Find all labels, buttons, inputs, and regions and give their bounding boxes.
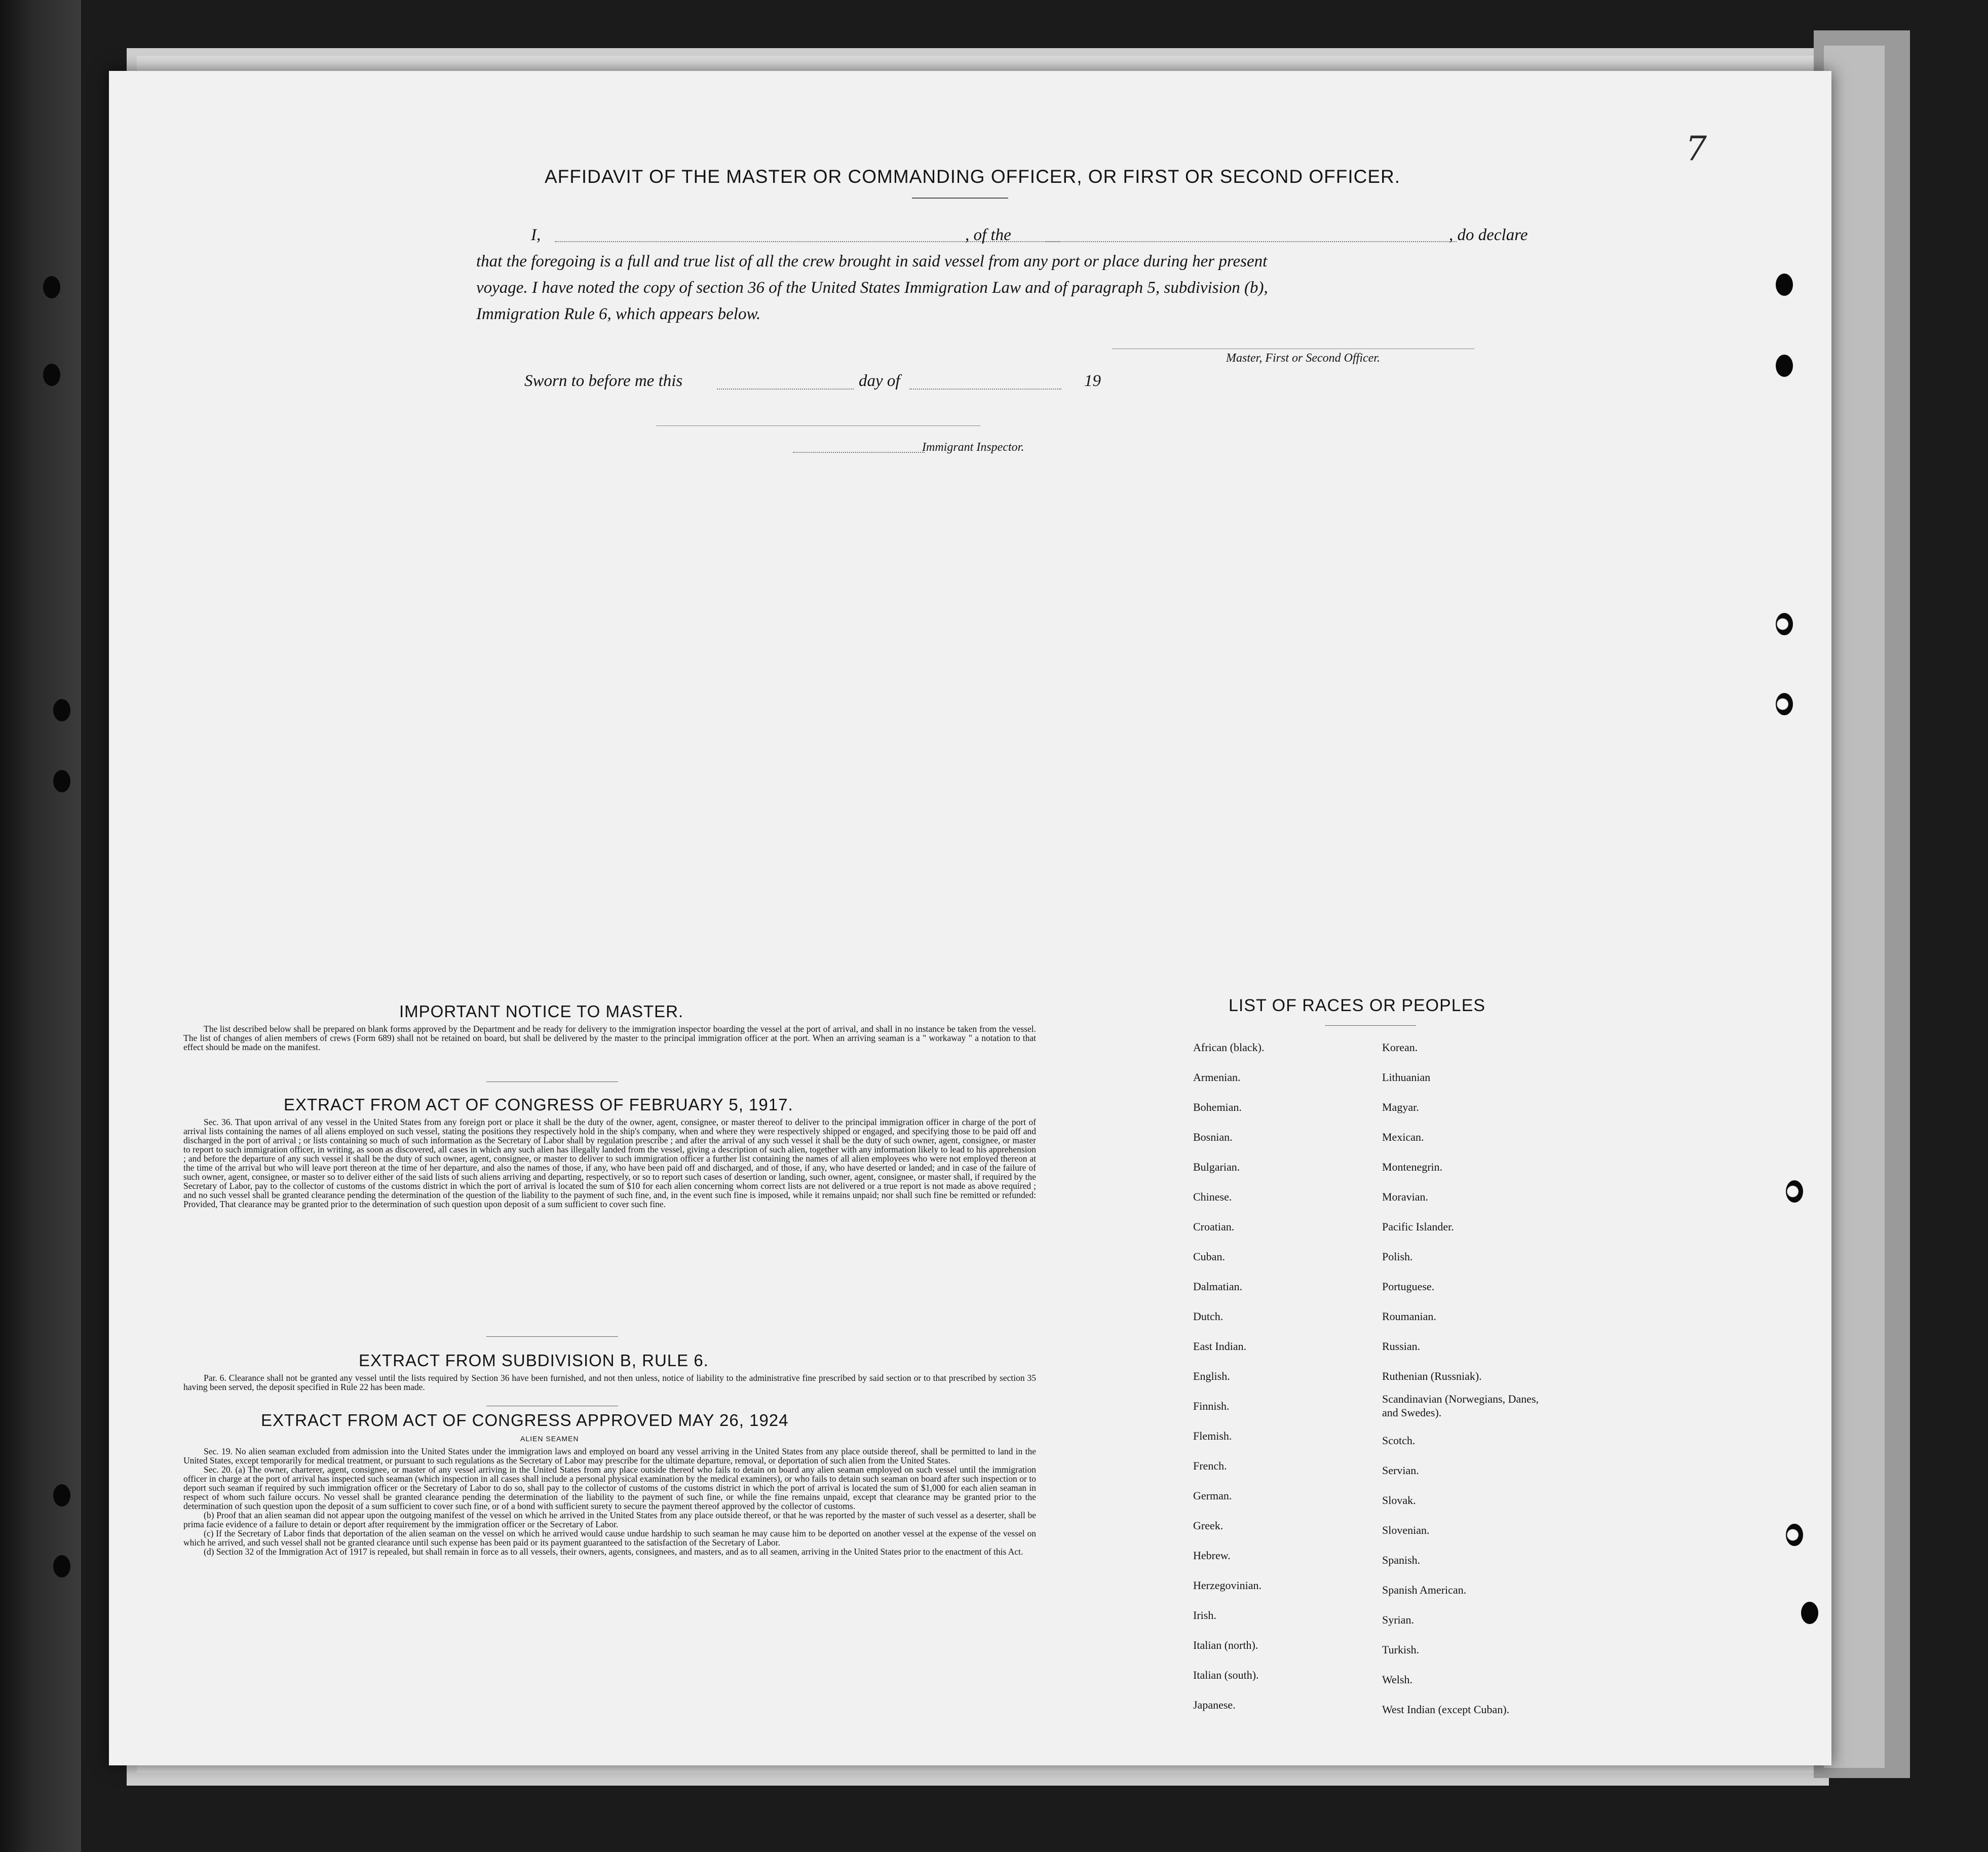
affidavit-line-2: that the foregoing is a full and true list of all the crew brought in said vessel from any port or place during her present xyxy=(476,252,1268,271)
races-title-rule xyxy=(1325,1025,1416,1026)
subdivision-paragraph: Par. 6. Clearance shall not be granted any vessel until the lists required by Section 36 have been furnished, and not then unless, notice of liability to the administrative fine prescribed by said section or to that prescribed by section 35 having been served, the deposit specified in Rule 22 has been made. xyxy=(183,1373,1036,1392)
race-item: Cuban. xyxy=(1193,1250,1225,1263)
race-item: Bosnian. xyxy=(1193,1131,1233,1143)
vessel-blank xyxy=(1046,241,1457,242)
race-item: Armenian. xyxy=(1193,1071,1241,1084)
notice-title: IMPORTANT NOTICE TO MASTER. xyxy=(399,1002,684,1021)
form-page xyxy=(109,71,1831,1765)
binder-hole xyxy=(43,364,60,386)
binder-hole xyxy=(43,276,60,298)
race-item: Croatian. xyxy=(1193,1220,1235,1233)
sworn-text: Sworn to before me this xyxy=(524,372,683,390)
affidavit-of-the: , of the xyxy=(965,226,1011,244)
race-item: Polish. xyxy=(1382,1250,1413,1263)
binder-edge xyxy=(0,0,81,1852)
subdivision-title: EXTRACT FROM SUBDIVISION B, RULE 6. xyxy=(359,1351,709,1370)
binder-hole xyxy=(1786,1524,1803,1546)
affidavit-line-3: voyage. I have noted the copy of section 36 of the United States Immigration Law and of paragraph 5, subdivision (b), xyxy=(476,279,1268,297)
page-number-mark: 7 xyxy=(1686,129,1707,168)
race-item: Japanese. xyxy=(1193,1699,1236,1711)
race-item: Bulgarian. xyxy=(1193,1161,1240,1173)
race-item: Irish. xyxy=(1193,1609,1216,1622)
affidavit-title: AFFIDAVIT OF THE MASTER OR COMMANDING OFFICER, OR FIRST OR SECOND OFFICER. xyxy=(545,166,1401,187)
race-item: Magyar. xyxy=(1382,1101,1419,1113)
race-item: Servian. xyxy=(1382,1464,1419,1477)
race-item: Mexican. xyxy=(1382,1131,1424,1143)
race-item: Montenegrin. xyxy=(1382,1161,1443,1173)
race-item: Finnish. xyxy=(1193,1400,1230,1412)
race-item: Bohemian. xyxy=(1193,1101,1242,1113)
notice-text xyxy=(183,1024,1036,1052)
binder-hole xyxy=(53,699,70,721)
binder-hole xyxy=(1776,274,1793,296)
race-item: Slovenian. xyxy=(1382,1524,1430,1536)
race-item: German. xyxy=(1193,1489,1232,1502)
race-item: Slovak. xyxy=(1382,1494,1416,1507)
race-item: West Indian (except Cuban). xyxy=(1382,1703,1510,1716)
affidavit-declare: , do declare xyxy=(1449,226,1528,244)
alien-seamen-subtitle: ALIEN SEAMEN xyxy=(520,1435,579,1443)
background-sheet-right xyxy=(1824,46,1885,1768)
race-item: Russian. xyxy=(1382,1340,1421,1353)
binder-hole xyxy=(53,1555,70,1577)
sec-20a-paragraph: Sec. 20. (a) The owner, charterer, agent, consignee, or master of any vessel arriving in the United States from any place outside thereof who fails to detain on board any alien seaman employed on such vessel until the immigration officer in charge at the port of arrival has inspected such seaman (which inspection in all cases shall include a personal physical examination by the medical examiners), or who fails to detain such seaman on board after such inspection or to deport such seaman if required by such immigration officer or the Secretary of Labor to do so, shall pay to the collector of customs of the customs district in which the port of arrival is located the sum of $1,000 for each alien seaman in respect of whom such failure occurs. No vessel shall be granted clearance pending the determination of the liability to the payment of such fine, or while the fine remains unpaid, except that clearance may be granted prior to the determination of such question upon the deposit of a sum sufficient to cover such fine, or of a bond with sufficient surety to secure the payment thereof approved by the collector of customs. xyxy=(183,1464,1036,1511)
section-divider xyxy=(486,1336,618,1337)
races-title: LIST OF RACES OR PEOPLES xyxy=(1229,996,1486,1015)
race-item: Ruthenian (Russniak). xyxy=(1382,1370,1482,1382)
extract-1917-paragraph: Sec. 36. That upon arrival of any vessel in the United States from any foreign port or place it shall be the duty of the owner, agent, consignee, or master thereof to deliver to the principal immigration officer in charge of the port of arrival lists containing the names of all aliens employed on such vessel, stating the positions they respectively hold in the ship's company, when and where they were respectively shipped or engaged, and specifying those to be paid off and discharged in the port of arrival ; or lists containing so much of such information as the Secretary of Labor shall by regulation prescribe ; and after the arrival of any such vessel it shall be the duty of such owner, agent, consignee, or master to report to such immigration officer, in writing, as soon as discovered, all cases in which any such alien has illegally landed from the vessel, giving a description of such alien, together with any information likely to lead to his apprehension ; and before the departure of any such vessel it shall be the duty of such owner, agent, consignee, or master to deliver to such immigration officer a further list containing the names of all alien employees who were not employed thereon at the time of the arrival but who will leave port thereon at the time of her departure, and also the names of those, if any, who have been paid off and discharged, and of those, if any, who have deserted or landed; and in case of the failure of such owner, agent, consignee, or master so to deliver either of the said lists of such aliens arriving and departing, respectively, or so to report such cases of desertion or landing, such owner, agent, consignee, or master shall, if required by the Secretary of Labor, pay to the collector of customs of the customs district in which the port of arrival is located the sum of $10 for each alien concerning whom correct lists are not delivered or a true report is not made as above required ; and no such vessel shall be granted clearance pending the determination of the question of the liability to the payment of such fine, and, in the event such fine is imposed, while it remains unpaid; nor shall such fine be remitted or refunded: Provided, That clearance may be granted prior to the determination of such question upon deposit of a sum sufficient to cover such fine. xyxy=(183,1117,1036,1209)
inspector-caption: Immigrant Inspector. xyxy=(922,441,1024,454)
sworn-month-blank xyxy=(909,389,1061,390)
race-item: Dutch. xyxy=(1193,1310,1224,1323)
extract-1924-title: EXTRACT FROM ACT OF CONGRESS APPROVED MAY 26, 1924 xyxy=(261,1411,789,1430)
binder-hole xyxy=(53,1484,70,1507)
race-item: Scotch. xyxy=(1382,1434,1416,1447)
sec-19-paragraph: Sec. 19. No alien seaman excluded from admission into the United States under the immigration laws and employed on board any vessel arriving in the United States from any place outside thereof, shall be permitted to land in the United States, except temporarily for medical treatment, or pursuant to such regulations as the Secretary of Labor may prescribe for the ultimate departure, removal, or deportation of such alien from the United States. xyxy=(183,1446,1036,1465)
race-item: African (black). xyxy=(1193,1041,1265,1054)
sworn-day-blank xyxy=(717,389,854,390)
race-item: Spanish American. xyxy=(1382,1584,1467,1596)
race-item: Flemish. xyxy=(1193,1430,1232,1442)
race-item: Scandinavian (Norwegians, Danes, and Swedes). xyxy=(1382,1393,1539,1419)
race-item: Syrian. xyxy=(1382,1613,1414,1626)
extract-1917-title: EXTRACT FROM ACT OF CONGRESS OF FEBRUARY 5, 1917. xyxy=(284,1095,793,1114)
race-item: Turkish. xyxy=(1382,1643,1420,1656)
extract-1917-text xyxy=(183,1117,1036,1209)
notice-paragraph: The list described below shall be prepared on blank forms approved by the Department and be ready for delivery to the immigration inspector boarding the vessel at the port of arrival, and shall in no instance be taken from the vessel. The list of changes of alien members of crews (Form 689) shall not be retained on board, but shall be delivered by the master to the principal immigration officer at the port. When an arriving seaman is a " workaway " a notation to that effect should be made on the manifest. xyxy=(183,1024,1036,1052)
race-item: Welsh. xyxy=(1382,1673,1412,1686)
race-item: Korean. xyxy=(1382,1041,1418,1054)
race-item: French. xyxy=(1193,1459,1227,1472)
race-item: Dalmatian. xyxy=(1193,1280,1243,1293)
inspector-signature-line xyxy=(793,452,925,453)
extract-1924-text xyxy=(183,1447,1036,1556)
race-item: Herzegovinian. xyxy=(1193,1579,1261,1592)
race-item: Pacific Islander. xyxy=(1382,1220,1454,1233)
binder-hole xyxy=(1776,355,1793,377)
race-item: Italian (south). xyxy=(1193,1669,1259,1681)
binder-hole xyxy=(53,770,70,792)
race-item: Italian (north). xyxy=(1193,1639,1258,1651)
sec-20c-paragraph: (c) If the Secretary of Labor finds that deportation of the alien seaman on the vessel on which he arrived would cause undue hardship to such seaman he may cause him to be deported on another vessel at the expense of the vessel on which he arrived, and such vessel shall not be granted clearance until such expense has been paid or its payment guaranteed to the satisfaction of the Secretary of Labor. xyxy=(183,1528,1036,1548)
binder-hole xyxy=(1786,1180,1803,1203)
subdivision-text xyxy=(183,1373,1036,1392)
title-rule xyxy=(912,198,1008,199)
sworn-day-of: day of xyxy=(859,372,900,390)
master-caption: Master, First or Second Officer. xyxy=(1226,352,1380,365)
race-item: Hebrew. xyxy=(1193,1549,1231,1562)
race-item: Moravian. xyxy=(1382,1190,1429,1203)
race-item: Lithuanian xyxy=(1382,1071,1431,1084)
race-item: English. xyxy=(1193,1370,1230,1382)
race-item: Greek. xyxy=(1193,1519,1224,1532)
sec-20b-paragraph: (b) Proof that an alien seaman did not appear upon the outgoing manifest of the vessel on which he arrived in the United States from any place outside thereof, or that he was reported by the master of such vessel as a deserter, shall be prima facie evidence of a failure to detain or deport after requirement by the immigration officer or the Secretary of Labor. xyxy=(183,1510,1036,1529)
race-item: Spanish. xyxy=(1382,1554,1421,1566)
affidavit-i: I, xyxy=(531,226,541,244)
race-item: Chinese. xyxy=(1193,1190,1232,1203)
affidavit-line-4: Immigration Rule 6, which appears below. xyxy=(476,305,761,323)
sworn-year: 19 xyxy=(1084,372,1101,390)
race-item: Roumanian. xyxy=(1382,1310,1436,1323)
race-item: Portuguese. xyxy=(1382,1280,1435,1293)
binder-hole xyxy=(1801,1602,1818,1624)
sec-20d-paragraph: (d) Section 32 of the Immigration Act of 1917 is repealed, but shall remain in force as to all vessels, their owners, agents, consignees, and masters, and as to all seamen, arriving in the United States prior to the enactment of this Act. xyxy=(204,1547,1023,1557)
races-right-column xyxy=(1382,1032,1554,1724)
race-item: East Indian. xyxy=(1193,1340,1247,1353)
races-left-column xyxy=(1193,1032,1264,1720)
binder-hole xyxy=(1776,693,1793,715)
binder-hole xyxy=(1776,613,1793,635)
